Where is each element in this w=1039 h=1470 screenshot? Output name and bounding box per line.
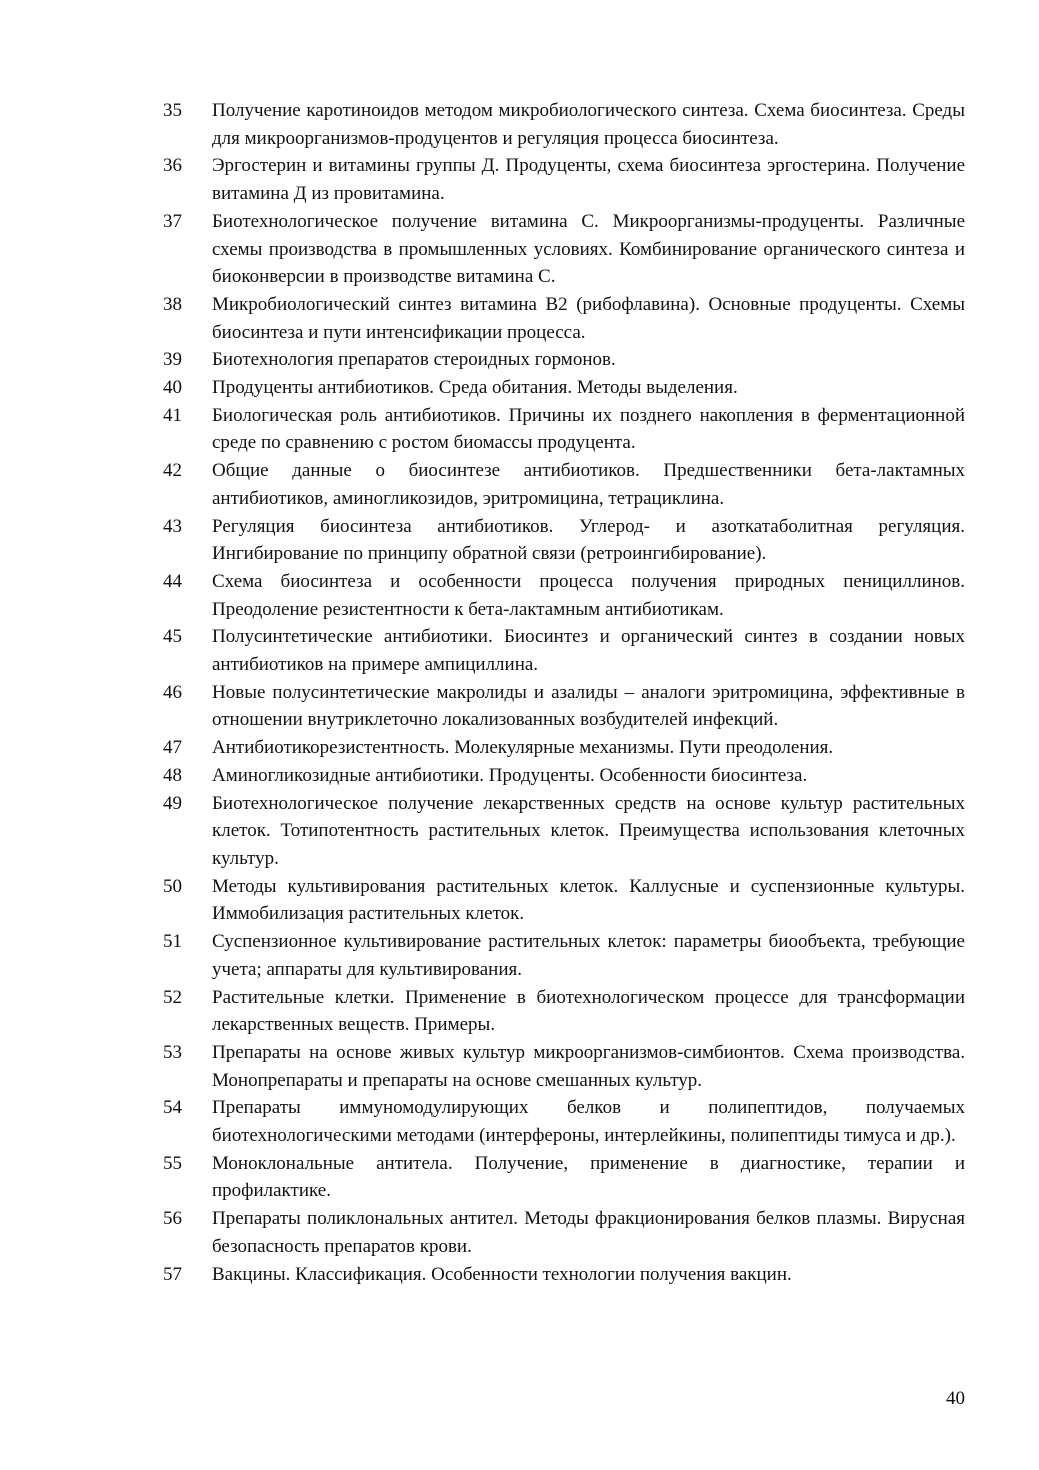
question-number: 48	[163, 764, 182, 786]
question-item-52	[160, 984, 965, 1039]
question-text: Новые полусинтетические макролиды и азалиды – аналоги эритромицина, эффективные в отношении внутриклеточно локализованных возбудителей инфекций.	[212, 681, 965, 731]
question-text: Продуценты антибиотиков. Среда обитания. Методы выделения.	[212, 377, 738, 399]
question-item-36	[160, 152, 965, 207]
question-item-43	[160, 513, 965, 568]
question-number: 55	[163, 1152, 182, 1174]
question-item-57	[160, 1261, 965, 1289]
question-number: 35	[163, 100, 182, 121]
question-text: Биологическая роль антибиотиков. Причины их позднего накопления в ферментационной среде по сравнению с ростом биомассы продуцента.	[212, 404, 965, 454]
question-number: 43	[163, 515, 182, 537]
question-text: Получение каротиноидов методом микробиологического синтеза. Схема биосинтеза. Среды для микроорганизмов-продуцентов и регуляция процесса биосинтеза.	[212, 100, 965, 149]
question-item-54	[160, 1094, 965, 1149]
page-number: 40	[946, 1388, 965, 1409]
question-number: 38	[163, 293, 182, 315]
question-number: 56	[163, 1208, 182, 1230]
question-item-38	[160, 291, 965, 346]
question-text: Эргостерин и витамины группы Д. Продуценты, схема биосинтеза эргостерина. Получение витамина Д из провитамина.	[212, 155, 965, 205]
question-text: Растительные клетки. Применение в биотехнологическом процессе для трансформации лекарственных веществ. Примеры.	[212, 986, 965, 1036]
question-item-56	[160, 1205, 965, 1260]
question-text: Препараты на основе живых культур микроорганизмов-симбионтов. Схема производства. Монопрепараты и препараты на основе смешанных культур.	[212, 1041, 965, 1091]
question-number: 46	[163, 681, 182, 703]
question-item-55	[160, 1150, 965, 1205]
question-number: 39	[163, 349, 182, 371]
question-item-46	[160, 679, 965, 734]
question-number: 42	[163, 460, 182, 482]
question-item-39	[160, 346, 965, 374]
question-text: Методы культивирования растительных клеток. Каллусные и суспензионные культуры. Иммобилизация растительных клеток.	[212, 875, 965, 925]
question-number: 37	[163, 210, 182, 232]
question-number: 44	[163, 570, 182, 592]
question-text: Регуляция биосинтеза антибиотиков. Углерод- и азоткатаболитная регуляция. Ингибирование по принципу обратной связи (ретроингибирование).	[212, 515, 965, 565]
question-text: Микробиологический синтез витамина В2 (рибофлавина). Основные продуценты. Схемы биосинтеза и пути интенсификации процесса.	[212, 293, 965, 343]
question-number: 50	[163, 875, 182, 897]
question-number: 40	[163, 377, 182, 399]
question-item-44	[160, 568, 965, 623]
question-item-41	[160, 402, 965, 457]
question-text: Общие данные о биосинтезе антибиотиков. Предшественники бета-лактамных антибиотиков, аминогликозидов, эритромицина, тетрациклина.	[212, 460, 965, 509]
question-text: Биотехнологическое получение витамина С. Микроорганизмы-продуценты. Различные схемы производства в промышленных условиях. Комбинирование органического синтеза и биоконверсии в производстве витамина С.	[212, 210, 965, 288]
question-item-49	[160, 790, 965, 873]
question-item-47	[160, 734, 965, 762]
question-number: 51	[163, 931, 182, 953]
question-number: 54	[163, 1097, 182, 1119]
question-item-53	[160, 1039, 965, 1094]
question-item-35	[160, 97, 965, 152]
question-text: Суспензионное культивирование растительных клеток: параметры биообъекта, требующие учета; аппараты для культивирования.	[212, 931, 965, 980]
question-text: Вакцины. Классификация. Особенности технологии получения вакцин.	[212, 1263, 792, 1285]
question-item-37	[160, 208, 965, 291]
question-text: Схема биосинтеза и особенности процесса получения природных пенициллинов. Преодоление резистентности к бета-лактамным антибиотикам.	[212, 570, 965, 620]
question-text: Биотехнология препаратов стероидных гормонов.	[212, 349, 616, 371]
question-number: 41	[163, 404, 182, 426]
question-item-51	[160, 928, 965, 983]
question-number: 52	[163, 986, 182, 1008]
question-item-42	[160, 457, 965, 512]
question-text: Препараты поликлональных антител. Методы фракционирования белков плазмы. Вирусная безопасность препаратов крови.	[212, 1208, 965, 1257]
question-number: 57	[163, 1263, 182, 1285]
question-text: Антибиотикорезистентность. Молекулярные механизмы. Пути преодоления.	[212, 737, 834, 759]
question-item-48	[160, 762, 965, 790]
question-number: 36	[163, 155, 182, 177]
question-number: 49	[163, 792, 182, 814]
question-text: Моноклональные антитела. Получение, применение в диагностике, терапии и профилактике.	[212, 1152, 965, 1202]
question-number: 47	[163, 737, 182, 759]
question-text: Препараты иммуномодулирующих белков и полипептидов, получаемых биотехнологическими методами (интерфероны, интерлейкины, полипептиды тимуса и др.).	[212, 1097, 965, 1147]
question-text: Аминогликозидные антибиотики. Продуценты. Особенности биосинтеза.	[212, 764, 808, 786]
question-text: Биотехнологическое получение лекарственных средств на основе культур растительных клеток. Тотипотентность растительных клеток. Преимущества использования клеточных культур.	[212, 792, 965, 869]
question-number: 45	[163, 626, 182, 648]
question-item-45	[160, 623, 965, 678]
question-item-40	[160, 374, 965, 402]
exam-question-list	[160, 97, 965, 1288]
question-item-50	[160, 873, 965, 928]
question-text: Полусинтетические антибиотики. Биосинтез и органический синтез в создании новых антибиотиков на примере ампициллина.	[212, 626, 965, 676]
question-number: 53	[163, 1041, 182, 1063]
